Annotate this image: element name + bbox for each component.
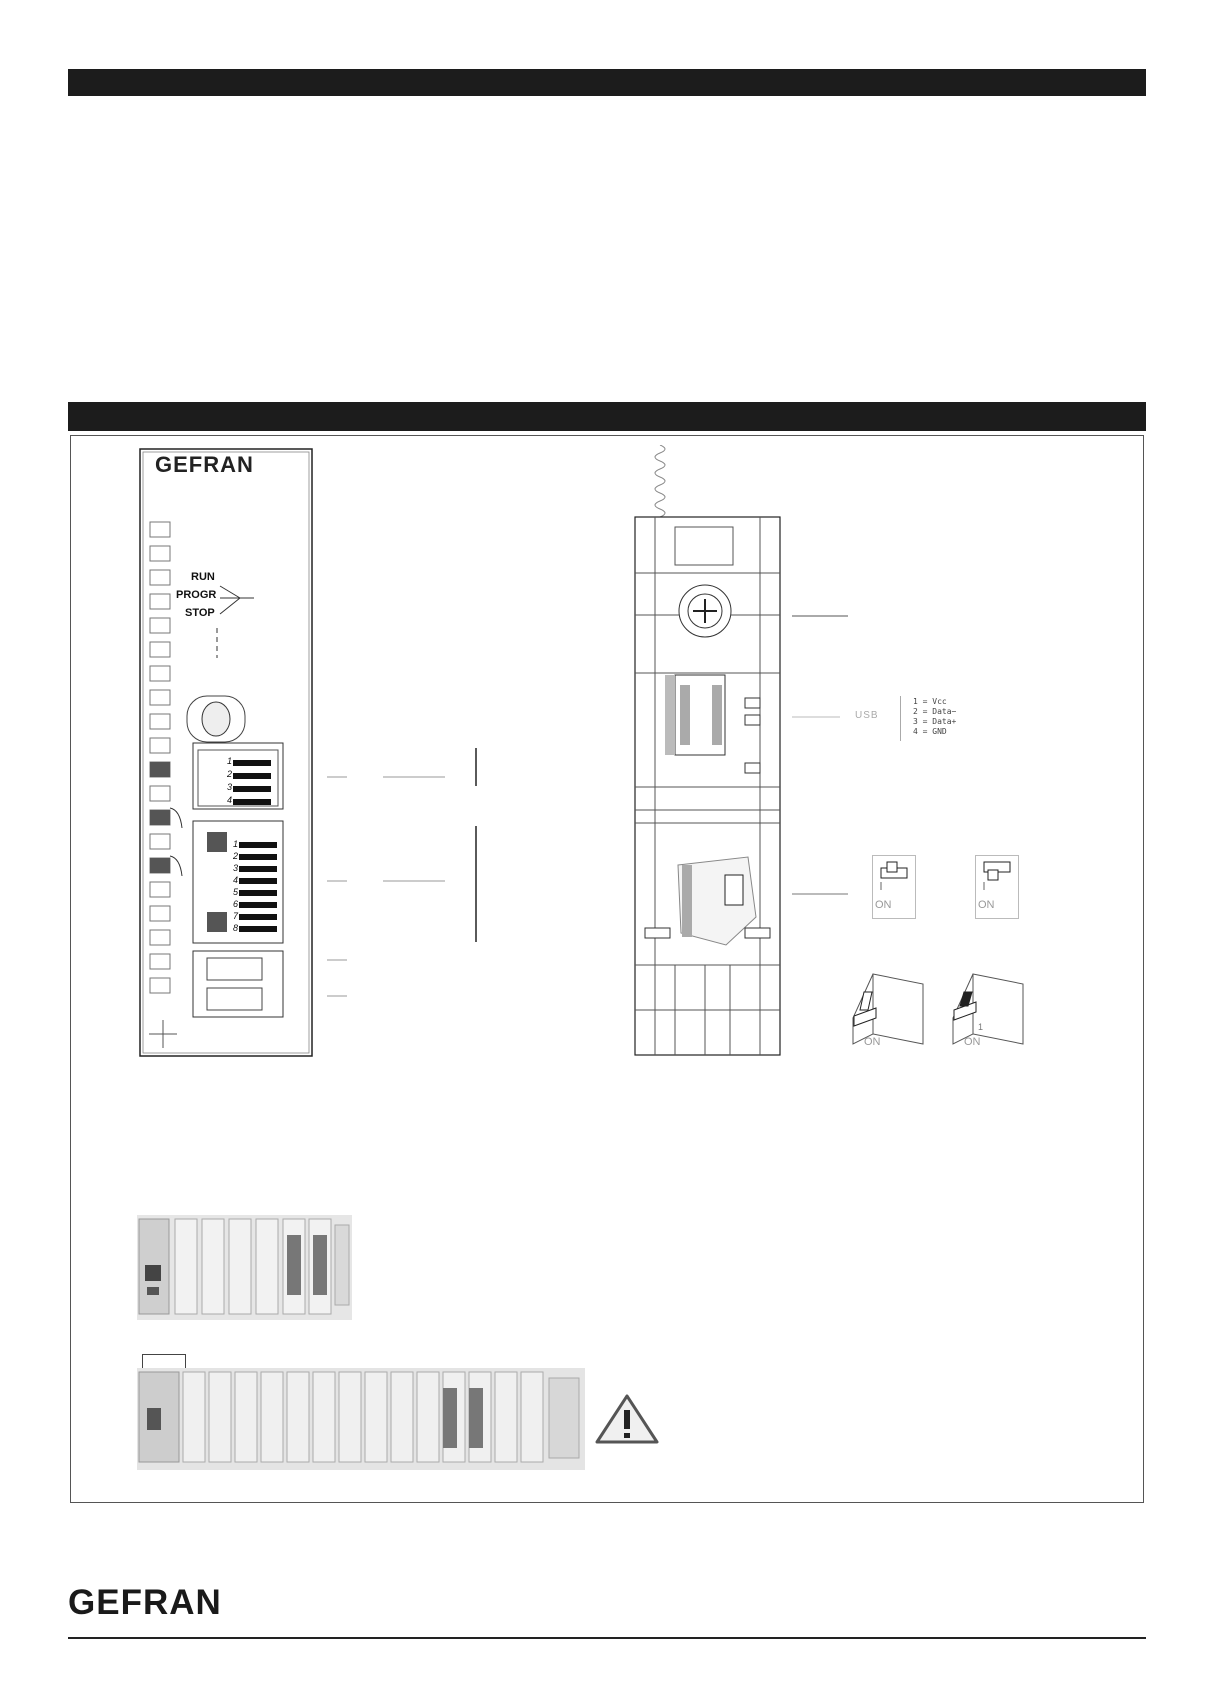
pin-label: 2 [227, 769, 233, 779]
usb-pinout-divider [900, 696, 901, 741]
mode-label-run: RUN [191, 571, 215, 583]
system-photo-small-drawing [137, 1215, 352, 1325]
device-side-drawing [630, 445, 785, 1057]
dip-switch-iso-on [948, 966, 1028, 1056]
pin-label: 4 [233, 875, 239, 885]
side-leader-lines [790, 610, 850, 900]
device-logo: GEFRAN [155, 452, 254, 477]
pin-label: 8 [233, 923, 239, 933]
device-side-view [630, 445, 785, 1057]
front-leader-lines [325, 740, 485, 1000]
pin-label: 6 [233, 899, 239, 909]
warning-triangle-drawing [594, 1393, 660, 1445]
pin-label: 7 [233, 911, 239, 921]
usb-pin-1: 1 = Vcc [913, 697, 947, 706]
dip-switch-diagram-off [872, 855, 916, 919]
mode-label-stop: STOP [185, 607, 215, 619]
pin-label: 1 [233, 839, 239, 849]
dip-iso-small-label: 1 [978, 1022, 984, 1032]
section-header-bar-2 [68, 402, 1146, 431]
footer-logo: GEFRAN [68, 1583, 222, 1622]
system-photo-small [137, 1215, 352, 1325]
pin-label: 1 [227, 756, 233, 766]
port1-pin-labels [227, 755, 232, 807]
dip-switch-off-drawing [873, 856, 915, 896]
section-header-bar-1 [68, 69, 1146, 96]
usb-pin-3: 3 = Data+ [913, 717, 957, 726]
device-front-view [139, 448, 314, 1058]
dip-iso-off-drawing [848, 966, 928, 1056]
port2-pin-labels [233, 838, 238, 934]
dip-switch-diagram-on [975, 855, 1019, 919]
system-photo-large-drawing [137, 1368, 585, 1470]
usb-pin-4: 4 = GND [913, 727, 947, 736]
usb-label: USB [855, 710, 879, 721]
pin-label: 3 [233, 863, 239, 873]
dip-on-label-2: ON [978, 899, 995, 911]
dip-on-label: ON [875, 899, 892, 911]
pin-label: 3 [227, 782, 233, 792]
usb-pin-2: 2 = Data− [913, 707, 957, 716]
dip-iso-on-drawing [948, 966, 1028, 1056]
footer-rule [68, 1637, 1146, 1639]
pin-label: 4 [227, 795, 233, 805]
system-photo-large [137, 1368, 585, 1470]
pin-label: 2 [233, 851, 239, 861]
dip-iso-on-label-2: ON [964, 1036, 981, 1048]
warning-icon [594, 1393, 660, 1450]
dip-switch-on-drawing [976, 856, 1018, 896]
mode-label-progr: PROGR [176, 589, 217, 601]
device-front-drawing [139, 448, 314, 1058]
pin-label: 5 [233, 887, 239, 897]
dip-iso-on-label: ON [864, 1036, 881, 1048]
dip-switch-iso-off [848, 966, 928, 1056]
usb-pinout [913, 697, 956, 737]
